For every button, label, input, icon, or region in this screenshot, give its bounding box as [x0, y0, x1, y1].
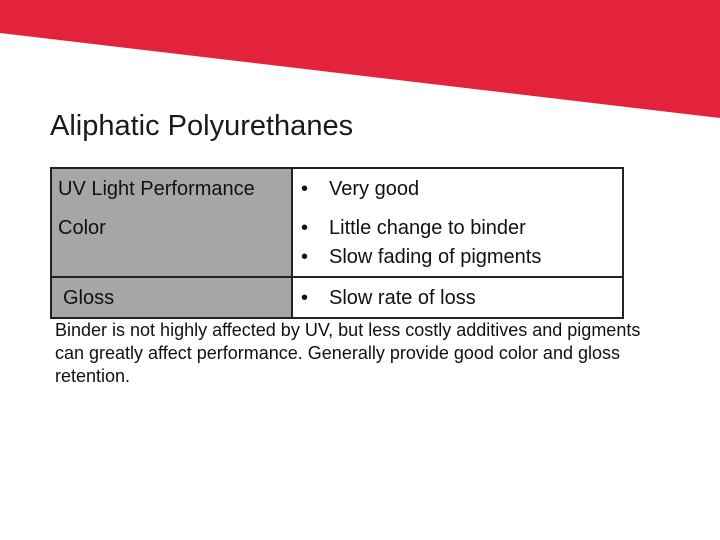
summary-paragraph: Binder is not highly affected by UV, but less costly additives and pigments can greatly affect performance. Generally provide good color and gloss retention. — [55, 320, 641, 386]
row-value-uv-light-performance — [292, 168, 623, 208]
row-value-color — [292, 208, 623, 277]
list-item-text: Slow rate of loss — [329, 287, 476, 309]
bullet-list — [299, 175, 616, 204]
list-item — [299, 243, 616, 272]
list-item-text: Little change to binder — [329, 217, 526, 239]
bullet-icon: • — [301, 246, 309, 268]
properties-table — [50, 167, 624, 319]
bullet-icon: • — [301, 217, 309, 239]
slide-title: Aliphatic Polyurethanes — [50, 110, 354, 142]
row-label-gloss: Gloss — [51, 277, 292, 318]
red-banner-shape — [0, 0, 720, 118]
list-item — [299, 284, 616, 313]
row-label-uv-light-performance: UV Light Performance — [51, 168, 292, 208]
row-label-color: Color — [51, 208, 292, 277]
list-item — [299, 175, 616, 204]
bullet-list — [299, 214, 616, 272]
table-row-color — [51, 208, 623, 277]
red-banner-decoration — [0, 0, 720, 120]
table-row-uv-light-performance — [51, 168, 623, 208]
list-item — [299, 214, 616, 243]
bullet-icon: • — [301, 287, 309, 309]
list-item-text: Slow fading of pigments — [329, 246, 542, 268]
table-row-gloss — [51, 277, 623, 318]
list-item-text: Very good — [329, 178, 420, 200]
row-value-gloss — [292, 277, 623, 318]
bullet-list — [299, 284, 616, 313]
bullet-icon: • — [301, 178, 309, 200]
